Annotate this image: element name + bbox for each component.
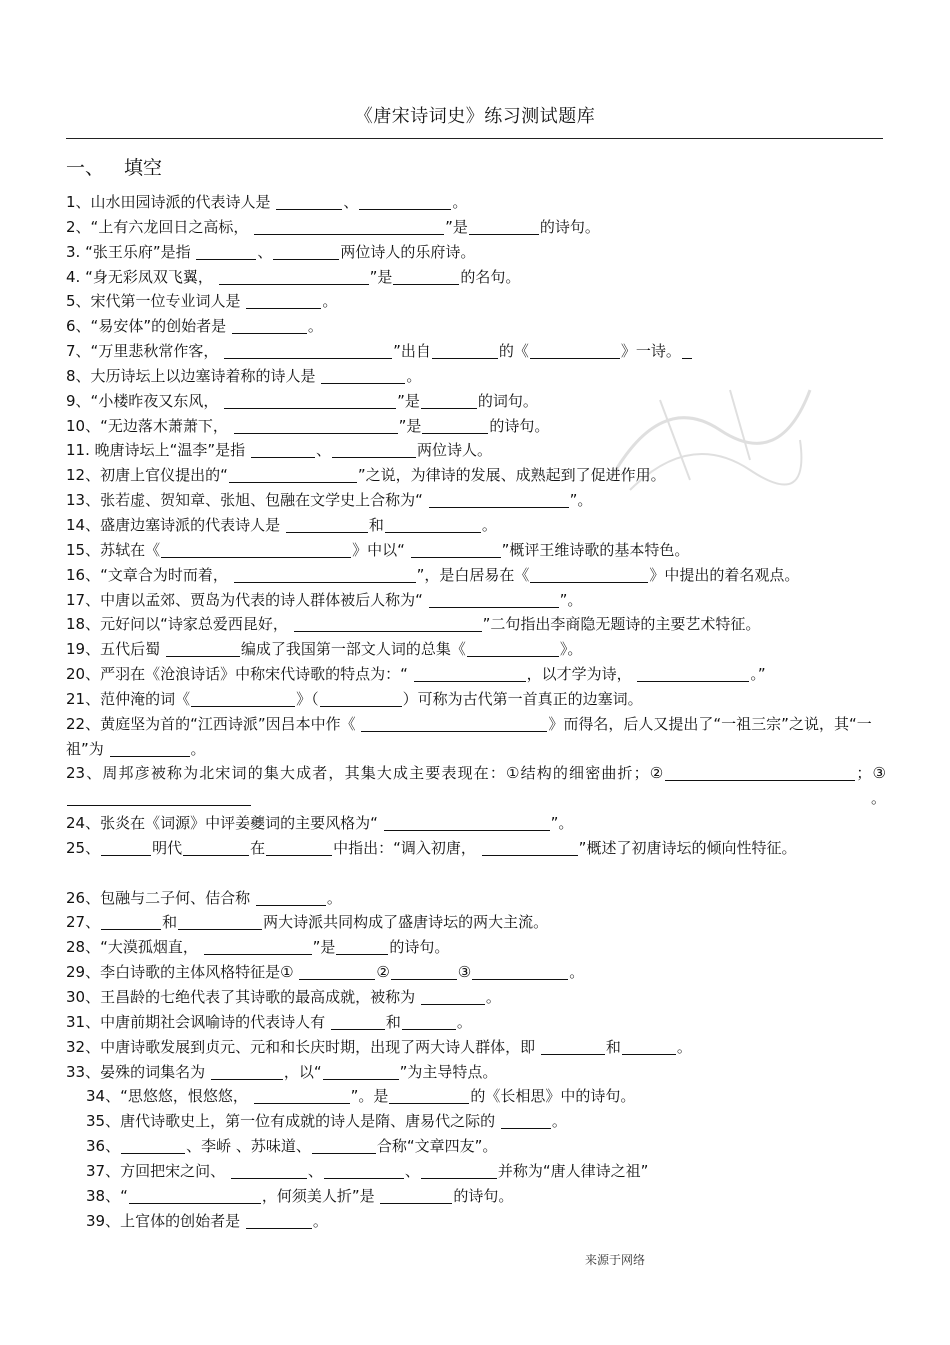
question-text: 37、方回把宋之问、 — [86, 1161, 230, 1180]
question-item — [66, 513, 886, 538]
answer-blank[interactable] — [121, 1137, 185, 1154]
answer-blank[interactable] — [211, 1063, 283, 1080]
answer-blank[interactable] — [276, 193, 342, 210]
answer-blank[interactable] — [323, 1063, 399, 1080]
question-item — [66, 687, 886, 712]
question-text: 7、“万里悲秋常作客， — [66, 342, 224, 361]
question-text: 两位诗人的乐府诗。 — [340, 242, 476, 261]
question-text: 》一诗。 — [620, 342, 681, 361]
question-text: ”为主导特点。 — [399, 1062, 498, 1081]
answer-blank[interactable] — [637, 665, 749, 682]
question-text: 14、盛唐边塞诗派的代表诗人是 — [66, 515, 285, 534]
question-text: ”。 — [559, 590, 583, 609]
answer-blank[interactable] — [331, 1013, 385, 1030]
question-text: 13、张若虚、贺知章、张旭、包融在文学史上合称为“ — [66, 491, 428, 510]
question-text: 明代 — [152, 838, 183, 857]
question-text: 、 — [307, 1161, 323, 1180]
answer-blank[interactable] — [384, 814, 550, 831]
question-text: ”。 — [569, 491, 593, 510]
question-text: 10、“无边落木萧萧下， — [66, 416, 233, 435]
answer-blank[interactable] — [312, 1137, 376, 1154]
answer-blank[interactable] — [467, 640, 559, 657]
answer-blank[interactable] — [380, 1187, 452, 1204]
question-text: 。 — [312, 1211, 328, 1230]
answer-blank[interactable] — [391, 963, 457, 980]
answer-blank[interactable] — [294, 615, 482, 632]
question-item — [66, 836, 886, 886]
question-text: 。 — [551, 1112, 567, 1131]
question-text: 27、 — [66, 913, 101, 932]
question-text: 的诗句。 — [489, 416, 550, 435]
question-text: 5、宋代第一位专业词人是 — [66, 292, 246, 311]
answer-blank[interactable] — [324, 1162, 404, 1179]
question-item — [66, 289, 886, 314]
question-text: 30、王昌龄的七绝代表了其诗歌的最高成就，被称为 — [66, 988, 420, 1006]
question-text: 在 — [250, 838, 266, 857]
answer-blank[interactable] — [129, 1187, 261, 1204]
answer-blank[interactable] — [254, 1087, 350, 1104]
question-text: 。 — [252, 789, 886, 808]
question-text: 、 — [315, 441, 331, 460]
question-item — [66, 811, 886, 836]
question-text: 。 — [676, 1037, 692, 1056]
question-item — [66, 935, 886, 960]
question-item — [66, 662, 886, 687]
question-text: 9、“小楼昨夜又东风， — [66, 391, 224, 410]
question-item — [66, 1010, 886, 1035]
question-text: 编成了我国第一部文人词的总集《 — [240, 640, 466, 659]
question-text: 8、大历诗坛上以边塞诗着称的诗人是 — [66, 366, 321, 385]
answer-blank[interactable] — [530, 566, 648, 583]
answer-blank[interactable] — [286, 516, 368, 533]
question-item — [66, 612, 886, 637]
answer-blank[interactable] — [101, 839, 151, 856]
answer-blank[interactable] — [682, 342, 692, 359]
question-item — [66, 960, 886, 985]
answer-blank[interactable] — [246, 292, 321, 309]
question-text: 、 — [404, 1161, 420, 1180]
question-text: 。” — [750, 665, 766, 684]
answer-blank[interactable] — [232, 317, 307, 334]
question-text: 的《 — [498, 342, 529, 361]
question-text: 、 — [343, 193, 359, 211]
question-list — [66, 190, 886, 1233]
question-text: 16、“文章合为时而着， — [66, 565, 233, 584]
question-text: 。 — [406, 366, 422, 385]
question-item — [66, 985, 886, 1010]
question-item — [66, 314, 886, 339]
question-text: ”之说，为律诗的发展、成熟起到了促进作用。 — [357, 466, 666, 485]
question-text: ；③ — [856, 764, 886, 783]
question-text: 的词句。 — [477, 391, 538, 410]
question-text: 2、“上有六龙回日之高标， — [66, 217, 254, 236]
question-item — [66, 538, 886, 563]
footer-source: 来源于网络 — [585, 1253, 646, 1267]
answer-blank[interactable] — [321, 367, 405, 384]
watermark-stamp — [600, 370, 820, 500]
question-text: 。 — [307, 317, 323, 336]
answer-blank[interactable] — [320, 690, 402, 707]
answer-blank[interactable] — [361, 715, 547, 732]
question-text: 。 — [452, 193, 468, 211]
question-text: 》而得名，后人又提出了“一祖三宗”之说，其“一祖”为 — [66, 714, 872, 758]
question-text: ”。 — [550, 814, 574, 833]
answer-blank[interactable] — [224, 342, 392, 359]
answer-blank[interactable] — [251, 441, 315, 458]
answer-blank[interactable] — [402, 1013, 456, 1030]
question-text: 22、黄庭坚为首的“江西诗派”因吕本中作《 — [66, 714, 361, 733]
question-text: 24、张炎在《词源》中评姜夔词的主要风格为“ — [66, 814, 383, 833]
answer-blank[interactable] — [273, 243, 339, 260]
question-text: ”是 — [312, 938, 336, 957]
question-text: 的诗句。 — [389, 938, 450, 957]
question-text: 和 — [368, 515, 384, 534]
question-text: ”出自 — [393, 342, 431, 361]
question-text: ”概评王维诗歌的基本特色。 — [501, 540, 690, 559]
question-item — [66, 588, 886, 613]
section-label: 填空 — [124, 157, 163, 179]
question-item — [66, 339, 886, 364]
question-text: 12、初唐上官仪提出的“ — [66, 466, 228, 485]
question-text: 29、李白诗歌的主体风格特征是① — [66, 963, 299, 982]
question-text: 38、“ — [86, 1186, 128, 1205]
answer-blank[interactable] — [101, 913, 161, 930]
answer-blank[interactable] — [183, 839, 249, 856]
answer-blank[interactable] — [501, 1112, 551, 1129]
answer-blank[interactable] — [67, 789, 251, 806]
question-text: 31、中唐前期社会讽喻诗的代表诗人有 — [66, 1012, 330, 1031]
answer-blank[interactable] — [229, 466, 357, 483]
question-text: 。 — [322, 292, 338, 311]
question-text: ，以“ — [283, 1062, 322, 1081]
answer-blank[interactable] — [541, 1038, 605, 1055]
answer-blank[interactable] — [256, 889, 326, 906]
question-text: 中指出：“调入初唐， — [333, 838, 481, 857]
answer-blank[interactable] — [472, 963, 568, 980]
question-text: 并称为“唐人律诗之祖” — [497, 1161, 649, 1180]
question-text: ”是 — [445, 217, 468, 236]
answer-blank[interactable] — [166, 640, 240, 657]
question-text: 20、严羽在《沧浪诗话》中称宋代诗歌的特点为：“ — [66, 665, 413, 684]
question-item — [66, 240, 886, 265]
answer-blank[interactable] — [254, 218, 444, 235]
question-text: 。 — [456, 1012, 472, 1031]
question-text: ”二句指出李商隐无题诗的主要艺术特征。 — [482, 615, 761, 634]
question-item — [66, 1159, 886, 1184]
question-item — [66, 712, 886, 762]
question-item — [66, 1060, 886, 1085]
answer-blank[interactable] — [429, 591, 559, 608]
answer-blank[interactable] — [178, 913, 262, 930]
question-text: 19、五代后蜀 — [66, 640, 165, 659]
question-text: ，以才学为诗， — [526, 665, 637, 684]
answer-blank[interactable] — [219, 268, 369, 285]
question-text: 15、苏轼在《 — [66, 540, 161, 559]
question-text: 6、“易安体”的创始者是 — [66, 317, 231, 336]
question-text: ”，是白居易在《 — [416, 565, 530, 584]
answer-blank[interactable] — [332, 441, 416, 458]
answer-blank[interactable] — [414, 665, 526, 682]
question-text: 35、唐代诗歌史上，第一位有成就的诗人是隋、唐易代之际的 — [86, 1112, 500, 1131]
question-text: 26、包融与二子何、佶合称 — [66, 888, 255, 907]
title-divider — [66, 138, 883, 139]
question-item — [66, 1134, 886, 1159]
question-text: 。 — [190, 739, 206, 758]
answer-blank[interactable] — [665, 764, 855, 781]
answer-blank[interactable] — [224, 392, 396, 409]
question-text: 。 — [481, 515, 497, 534]
question-text: ）可称为古代第一首真正的边塞词。 — [402, 689, 643, 708]
question-text: 的诗句。 — [453, 1186, 514, 1205]
question-text: 合称“文章四友”。 — [376, 1137, 498, 1156]
answer-blank[interactable] — [231, 1162, 307, 1179]
question-text: 两位诗人。 — [416, 441, 492, 460]
question-item — [66, 1109, 886, 1134]
answer-blank[interactable] — [266, 839, 332, 856]
question-text: 的《长相思》中的诗句。 — [470, 1087, 636, 1106]
question-text: 两大诗派共同构成了盛唐诗坛的两大主流。 — [263, 913, 549, 932]
question-text: 23、周邦彦被称为北宋词的集大成者，其集大成主要表现在：①结构的细密曲折；② — [66, 764, 665, 783]
question-item — [66, 215, 886, 240]
answer-blank[interactable] — [385, 516, 481, 533]
answer-blank[interactable] — [469, 218, 539, 235]
answer-blank[interactable] — [622, 1038, 676, 1055]
question-text: 》中以“ — [352, 540, 410, 559]
question-text: 36、 — [86, 1137, 121, 1156]
answer-blank[interactable] — [421, 1162, 497, 1179]
question-text: ③ — [457, 963, 472, 982]
question-text: 和 — [162, 913, 178, 932]
question-text: 4. “身无彩凤双飞翼， — [66, 267, 218, 286]
answer-blank[interactable] — [359, 193, 451, 210]
question-item — [66, 1209, 886, 1234]
question-text: 34、“思悠悠，恨悠悠， — [86, 1087, 253, 1106]
answer-blank[interactable] — [421, 392, 477, 409]
question-text: 。 — [326, 888, 342, 907]
question-item — [66, 761, 886, 811]
question-text: 的名句。 — [460, 267, 521, 286]
question-text: 18、元好问以“诗家总爱西昆好， — [66, 615, 293, 634]
question-text: ，何须美人折”是 — [261, 1186, 380, 1205]
answer-blank[interactable] — [421, 988, 485, 1005]
question-item — [66, 265, 886, 290]
question-text: 和 — [385, 1012, 401, 1031]
answer-blank[interactable] — [530, 342, 620, 359]
question-text: 。 — [569, 963, 585, 982]
question-text: 》（ — [296, 689, 319, 708]
question-text: 11. 晚唐诗坛上“温李”是指 — [66, 441, 250, 460]
question-text: 1、山水田园诗派的代表诗人是 — [66, 193, 276, 211]
question-text: ② — [376, 963, 390, 982]
question-text: 32、中唐诗歌发展到贞元、元和和长庆时期，出现了两大诗人群体，即 — [66, 1037, 540, 1056]
question-item — [66, 1084, 886, 1109]
question-text: 17、中唐以孟郊、贾岛为代表的诗人群体被后人称为“ — [66, 590, 428, 609]
answer-blank[interactable] — [191, 690, 295, 707]
question-item — [66, 637, 886, 662]
answer-blank[interactable] — [432, 342, 498, 359]
question-text: 33、晏殊的词集名为 — [66, 1062, 210, 1081]
question-text: ”是 — [369, 267, 393, 286]
answer-blank[interactable] — [411, 541, 501, 558]
answer-blank[interactable] — [422, 417, 488, 434]
answer-blank[interactable] — [161, 541, 351, 558]
question-text: 》中提出的着名观点。 — [649, 565, 800, 584]
question-text: 21、范仲淹的词《 — [66, 689, 191, 708]
question-item — [66, 1035, 886, 1060]
question-text: 、 — [257, 242, 273, 261]
question-text: 25、 — [66, 838, 101, 857]
answer-blank[interactable] — [393, 268, 459, 285]
answer-blank[interactable] — [246, 1212, 312, 1229]
question-item — [66, 886, 886, 911]
answer-blank[interactable] — [482, 839, 578, 856]
question-text: 39、上官体的创始者是 — [86, 1211, 245, 1230]
question-item — [66, 910, 886, 935]
answer-blank[interactable] — [299, 963, 375, 980]
answer-blank[interactable] — [429, 491, 569, 508]
answer-blank[interactable] — [336, 938, 388, 955]
question-text: ”概述了初唐诗坛的倾向性特征。 — [578, 838, 797, 857]
section-number: 一、 — [66, 157, 105, 179]
question-text: 。 — [485, 988, 501, 1006]
answer-blank[interactable] — [389, 1087, 469, 1104]
question-text: 和 — [605, 1037, 621, 1056]
question-text: ”是 — [397, 391, 420, 410]
answer-blank[interactable] — [196, 243, 256, 260]
question-text: 、李峤 、苏味道、 — [186, 1137, 311, 1156]
question-text: 28、“大漠孤烟直， — [66, 938, 203, 957]
answer-blank[interactable] — [234, 566, 416, 583]
question-item — [66, 1184, 886, 1209]
question-text: ”是 — [398, 416, 422, 435]
question-text: 》。 — [559, 640, 583, 659]
question-item — [66, 190, 886, 215]
page-title: 《唐宋诗词史》练习测试题库 — [354, 106, 596, 127]
answer-blank[interactable] — [204, 938, 312, 955]
question-item — [66, 563, 886, 588]
answer-blank[interactable] — [234, 417, 398, 434]
question-text: ”。是 — [350, 1087, 389, 1106]
question-text: 3. “张王乐府”是指 — [66, 242, 196, 261]
answer-blank[interactable] — [110, 740, 190, 757]
section-heading — [66, 153, 162, 180]
question-text: 的诗句。 — [539, 217, 600, 236]
